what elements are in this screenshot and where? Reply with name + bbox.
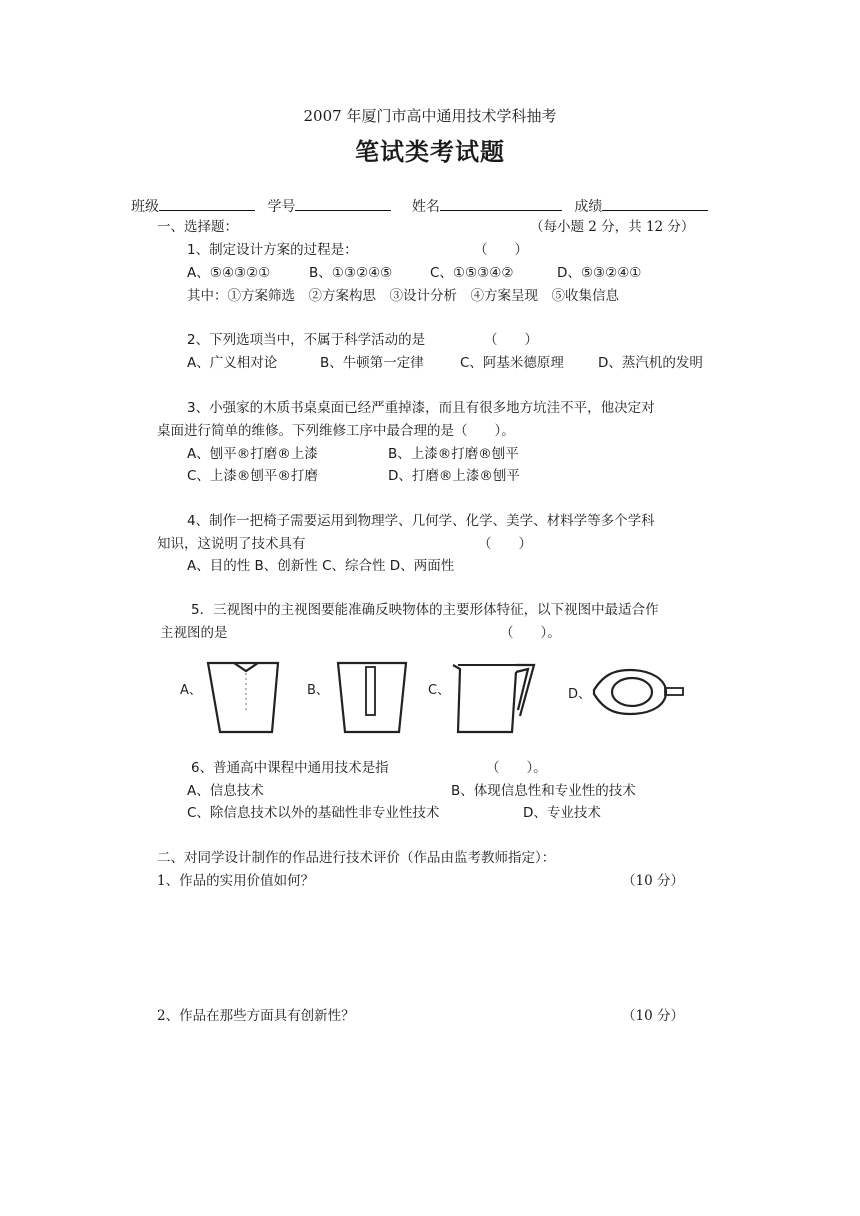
q5-label-d: D、 [568, 687, 592, 702]
q5-views-figure [170, 652, 700, 742]
q3-stem-line1: 3、小强家的木质书桌桌面已经严重掉漆，而且有很多地方坑洼不平，他决定对 [187, 400, 655, 416]
q5-stem-line1: 5．三视图中的主视图要能准确反映物体的主要形体特征，以下视图中最适合作 [191, 602, 659, 618]
q1-stem: 1、制定设计方案的过程是： [187, 242, 358, 258]
q2-option-a: A、广义相对论 [187, 355, 278, 371]
q1-note: 其中：①方案筛选 ②方案构思 ③设计分析 ④方案呈现 ⑤收集信息 [187, 288, 619, 304]
exam-subtitle: 2007 年厦门市高中通用技术学科抽考 [303, 107, 557, 125]
q3-stem-line2: 桌面进行简单的维修。下列维修工序中最合理的是（ ）。 [157, 423, 515, 439]
exam-title: 笔试类考试题 [355, 137, 505, 166]
score-label: 成绩 [574, 199, 603, 215]
q6-option-d: D、专业技术 [523, 805, 601, 821]
q5-label-c: C、 [428, 683, 451, 698]
class-blank[interactable] [159, 198, 255, 211]
section2-q1-points: （10 分） [622, 873, 684, 889]
q5-paren: （ ）。 [500, 625, 561, 641]
section2-q2-points: （10 分） [622, 1008, 684, 1024]
id-label: 学号 [267, 199, 296, 215]
q2-option-c: C、阿基米德原理 [460, 355, 564, 371]
id-blank[interactable] [295, 198, 391, 211]
class-label: 班级 [131, 199, 159, 215]
q1-option-b: B、①③②④⑤ [309, 265, 393, 281]
q1-option-c: C、①⑤③④② [430, 265, 514, 281]
name-blank[interactable] [440, 198, 562, 211]
section2-q1: 1、作品的实用价值如何？ [157, 873, 315, 889]
section2-q2: 2、作品在那些方面具有创新性？ [157, 1008, 355, 1024]
q6-option-a: A、信息技术 [187, 783, 264, 799]
q6-option-b: B、体现信息性和专业性的技术 [451, 783, 636, 799]
q3-option-a: A、刨平®打磨®上漆 [187, 446, 318, 462]
q4-options: A、目的性 B、创新性 C、综合性 D、两面性 [187, 558, 455, 574]
q4-paren: （ ） [478, 536, 532, 552]
q3-option-d: D、打磨®上漆®刨平 [388, 468, 520, 484]
score-blank[interactable] [602, 198, 708, 211]
q3-option-c: C、上漆®刨平®打磨 [187, 468, 318, 484]
q1-option-a: A、⑤④③②① [187, 265, 271, 281]
q2-paren: （ ） [484, 332, 538, 348]
q3-option-b: B、上漆®打磨®刨平 [388, 446, 519, 462]
section2-heading: 二、对同学设计制作的作品进行技术评价（作品由监考教师指定）： [157, 850, 556, 866]
name-label: 姓名 [411, 199, 440, 215]
section1-heading: 一、选择题： [157, 219, 238, 235]
q6-paren: （ ）。 [486, 760, 547, 776]
q5-label-b: B、 [307, 683, 329, 698]
q5-view-a [180, 663, 278, 732]
q5-label-a: A、 [180, 683, 202, 698]
q1-option-d: D、⑤③②④① [557, 265, 642, 281]
q1-paren: （ ） [474, 242, 528, 258]
q4-stem-line1: 4、制作一把椅子需要运用到物理学、几何学、化学、美学、材料学等多个学科 [187, 513, 655, 529]
q2-option-d: D、蒸汽机的发明 [598, 355, 703, 371]
q4-stem-line2: 知识，这说明了技术具有 [157, 536, 306, 552]
info-line [131, 198, 708, 214]
q2-stem: 2、下列选项当中，不属于科学活动的是 [187, 332, 426, 348]
q6-stem: 6、普通高中课程中通用技术是指 [191, 760, 389, 776]
q5-view-c [428, 665, 534, 732]
q5-view-b [307, 663, 406, 732]
q6-option-c: C、除信息技术以外的基础性非专业性技术 [187, 805, 440, 821]
q5-view-d [568, 670, 683, 714]
q5-stem-line2: 主视图的是 [160, 625, 228, 641]
q2-option-b: B、牛顿第一定律 [320, 355, 424, 371]
section1-note: （每小题 2 分，共 12 分） [530, 219, 695, 235]
